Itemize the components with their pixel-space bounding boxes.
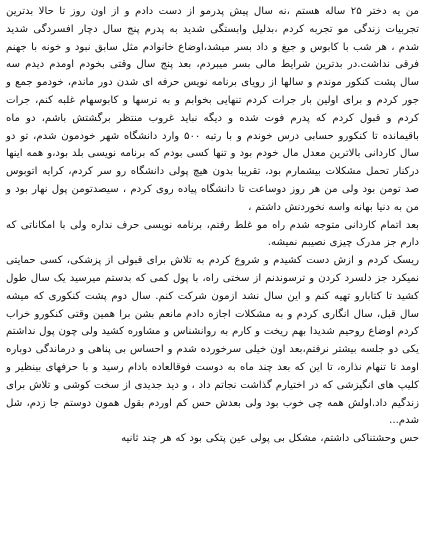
paragraph-feelings: حس وحشتناکی داشتم، مشکل بی پولی عین پتکی بود که هر چند ثانیه <box>121 433 419 445</box>
paragraph-medical-attempt: ریسک کردم و ازش دست کشیدم و شروع کردم به تلاش برای قبولی از پزشکی، کسی حمایتی نمیکرد جز دلسرد کردن و ترسوندنم از سختی راه، با پول کمی که بدستم میرسید یک سال طول کشید تا کتابارو تهیه کنم و این سال نشد ازمون شرکت کنم. سال دوم پشت کنکوری که میشه سال قبل، سال انگاری کردم و به مشکلات اجازه دادم مانعم بشن برا همین وقتی کنکورو خراب کردم اوضاع روحیم شدیدا بهم ریخت و کارم به روانشناس و مشاوره کشید ولی چون پول نداشتم یکی دو جلسه بیشتر نرفتم،بعد اون خیلی سرخورده شدم و احساس بی پناهی و درماندگی دوباره اومد تا تنهام نذاره، تا این که بعد چند ماه به دوست فوقالعاده بادام رسید و با حرفهای بینظیر و کلیپ های انگیزشی که در اختیارم گذاشت نجاتم داد ، و دید جدیدی از سخت کوشی و تلاش برای زندگیم داد.اولش همه چی خوب بود ولی بعدش حس کم اوردم بقول همون دوستم جا زدم، شل شدم... <box>6 255 419 427</box>
paragraph-intro: من یه دختر ۲۵ ساله هستم ،نه سال پیش پدرمو از دست دادم و از اون روز تا حالا بدترین تجربیات زندگی مو تجربه کردم ،بدلیل وابستگی شدید به پدرم پنج سال دچار افسردگی شدید شدم ، هر شب با کابوس و جیغ و داد بسر میشد،اوضاع خانوادم مثل سابق نبود و خونه با جهنم فرقی نداشت.در بدترین شرایط مالی بسر میبردم، بعد پنج سال وقتی بخودم اومدم دیدم سه سال پشت کنکور موندم و سالها از رویای برنامه نویس حرفه ای شدن دور ماندم، خودمو جمع و جور کردم و برای اولین بار جرات کردم تنهایی بخوابم و به ترسها و کابوسهام غلبه کنم، جرات کردم و قبول کردم که پدرم فوت شده و دیگه نباید غروب منتظر برگشتش باشم، دو ماه باقیمانده تا کنکورو حسابی درس خوندم و با رتبه ۵۰۰ وارد دانشگاه شهر خودمون شدم، تو دو سال کاردانی بالاترین معدل مال خودم بود و تنها کسی بودم که برنامه نویسی بلد بود،و همه اینها درکنار تحمل مشکلات بیشمارم بود، تقریبا بدون هیچ پولی دانشگاه رو سر کردم، کرایه اتوبوس صد تومن بود ولی من هر روز دوساعت تا دانشگاه پیاده روی کردم ، سیصدتومن پول نهار بود و من به دنیا بهانه واسه نخوردنش داشتم ، <box>6 6 419 213</box>
paragraph-after-associate-degree: بعد اتمام کاردانی متوجه شدم راه مو غلط رفتم، برنامه نویسی حرف نداره ولی با امکاناتی که دارم جز مدرک چیزی نصیبم نمیشه. <box>6 219 419 249</box>
